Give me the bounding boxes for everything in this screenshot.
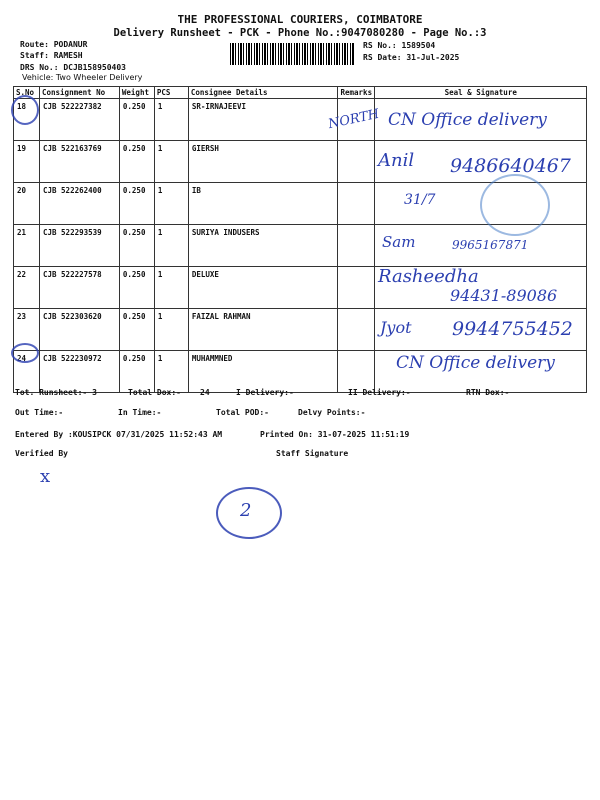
handwritten-signature: Anil bbox=[378, 150, 415, 171]
rs-date: RS Date: 31-Jul-2025 bbox=[363, 53, 460, 62]
total-pod: Total POD:- bbox=[216, 408, 269, 417]
staff-label: Staff: RAMESH bbox=[20, 51, 83, 60]
col-consignee: Consignee Details bbox=[188, 87, 338, 99]
row-cn: CJB 522262400 bbox=[39, 183, 119, 225]
runsheet-subtitle: Delivery Runsheet - PCK - Phone No.:9047080280 - Page No.:3 bbox=[113, 27, 487, 39]
row-consignee: IB bbox=[188, 183, 338, 225]
row-weight: 0.250 bbox=[119, 141, 154, 183]
col-remarks: Remarks bbox=[338, 87, 375, 99]
handwritten-signature: Jyot bbox=[380, 318, 412, 337]
row-pcs: 1 bbox=[154, 267, 188, 309]
barcode-graphic bbox=[230, 43, 355, 65]
page-circle-number: 2 bbox=[240, 500, 252, 521]
handwritten-remark: NORTH bbox=[327, 106, 381, 133]
row-cn: CJB 522293539 bbox=[39, 225, 119, 267]
row-cn: CJB 522163769 bbox=[39, 141, 119, 183]
sno-circle-mark bbox=[11, 343, 39, 363]
printed-on: Printed On: 31-07-2025 11:51:19 bbox=[260, 430, 410, 439]
i-delivery: I Delivery:- bbox=[236, 388, 294, 397]
row-consignee: MUHAMMNED bbox=[188, 351, 338, 393]
vehicle-label: Vehicle: Two Wheeler Delivery bbox=[22, 73, 143, 82]
col-consignment: Consignment No bbox=[39, 87, 119, 99]
row-cn: CJB 522227578 bbox=[39, 267, 119, 309]
row-consignee: DELUXE bbox=[188, 267, 338, 309]
row-sno: 18 bbox=[14, 99, 40, 141]
row-consignee: GIERSH bbox=[188, 141, 338, 183]
row-sno: 23 bbox=[14, 309, 40, 351]
row-weight: 0.250 bbox=[119, 225, 154, 267]
route-label: Route: PODANUR bbox=[20, 40, 88, 49]
tot-runsheet: Tot. Runsheet:- 3 bbox=[15, 388, 97, 397]
handwritten-phone: 9965167871 bbox=[452, 238, 529, 252]
handwritten-phone: 9486640467 bbox=[450, 155, 571, 177]
entered-by: Entered By :KOUSIPCK 07/31/2025 11:52:43 AM bbox=[15, 430, 223, 439]
delvy-points: Delvy Points:- bbox=[298, 408, 366, 417]
row-weight: 0.250 bbox=[119, 309, 154, 351]
row-sno: 22 bbox=[14, 267, 40, 309]
row-consignee: SURIYA INDUSERS bbox=[188, 225, 338, 267]
col-seal-signature: Seal & Signature bbox=[375, 87, 587, 99]
row-cn: CJB 522303620 bbox=[39, 309, 119, 351]
handwritten-signature: CN Office delivery bbox=[396, 353, 555, 373]
row-sno: 19 bbox=[14, 141, 40, 183]
row-weight: 0.250 bbox=[119, 267, 154, 309]
row-cn: CJB 522227382 bbox=[39, 99, 119, 141]
company-seal-stamp bbox=[480, 174, 550, 236]
row-pcs: 1 bbox=[154, 183, 188, 225]
handwritten-signature: 31/7 bbox=[404, 192, 436, 208]
company-title: THE PROFESSIONAL COURIERS, COIMBATORE bbox=[177, 13, 423, 26]
handwritten-name: Rasheedha bbox=[378, 266, 479, 287]
handwritten-phone: 9944755452 bbox=[452, 318, 573, 340]
row-sno: 21 bbox=[14, 225, 40, 267]
ii-delivery: II Delivery:- bbox=[348, 388, 411, 397]
rs-number: RS No.: 1589504 bbox=[363, 41, 436, 50]
row-pcs: 1 bbox=[154, 99, 188, 141]
drs-number: DRS No.: DCJB158950403 bbox=[20, 63, 126, 72]
row-remarks bbox=[338, 141, 375, 183]
row-sno: 24 bbox=[14, 351, 40, 393]
row-pcs: 1 bbox=[154, 351, 188, 393]
col-weight: Weight bbox=[119, 87, 154, 99]
row-weight: 0.250 bbox=[119, 351, 154, 393]
handwritten-signature: Sam bbox=[382, 233, 416, 251]
total-dox-value: 24 bbox=[200, 388, 210, 397]
in-time: In Time:- bbox=[118, 408, 162, 417]
row-remarks bbox=[338, 267, 375, 309]
row-remarks bbox=[338, 351, 375, 393]
handwritten-signature: CN Office delivery bbox=[388, 110, 547, 130]
table-header-row bbox=[14, 87, 587, 99]
row-remarks bbox=[338, 225, 375, 267]
row-pcs: 1 bbox=[154, 141, 188, 183]
row-weight: 0.250 bbox=[119, 183, 154, 225]
out-time: Out Time:- bbox=[15, 408, 64, 417]
total-dox-label: Total Dox:- bbox=[128, 388, 181, 397]
row-consignee: SR-IRNAJEEVI bbox=[188, 99, 338, 141]
verified-mark: x bbox=[40, 466, 51, 487]
row-remarks bbox=[338, 183, 375, 225]
row-weight: 0.250 bbox=[119, 99, 154, 141]
verified-by: Verified By bbox=[15, 449, 68, 458]
row-remarks bbox=[338, 309, 375, 351]
sno-circle-mark bbox=[11, 95, 39, 125]
row-cn: CJB 522230972 bbox=[39, 351, 119, 393]
col-sno: S.No bbox=[14, 87, 40, 99]
staff-signature: Staff Signature bbox=[276, 449, 349, 458]
rtn-dox: RTN Dox:- bbox=[466, 388, 510, 397]
row-pcs: 1 bbox=[154, 309, 188, 351]
row-consignee: FAIZAL RAHMAN bbox=[188, 309, 338, 351]
row-pcs: 1 bbox=[154, 225, 188, 267]
col-pcs: PCS bbox=[154, 87, 188, 99]
row-sno: 20 bbox=[14, 183, 40, 225]
handwritten-phone: 94431-89086 bbox=[450, 286, 558, 305]
